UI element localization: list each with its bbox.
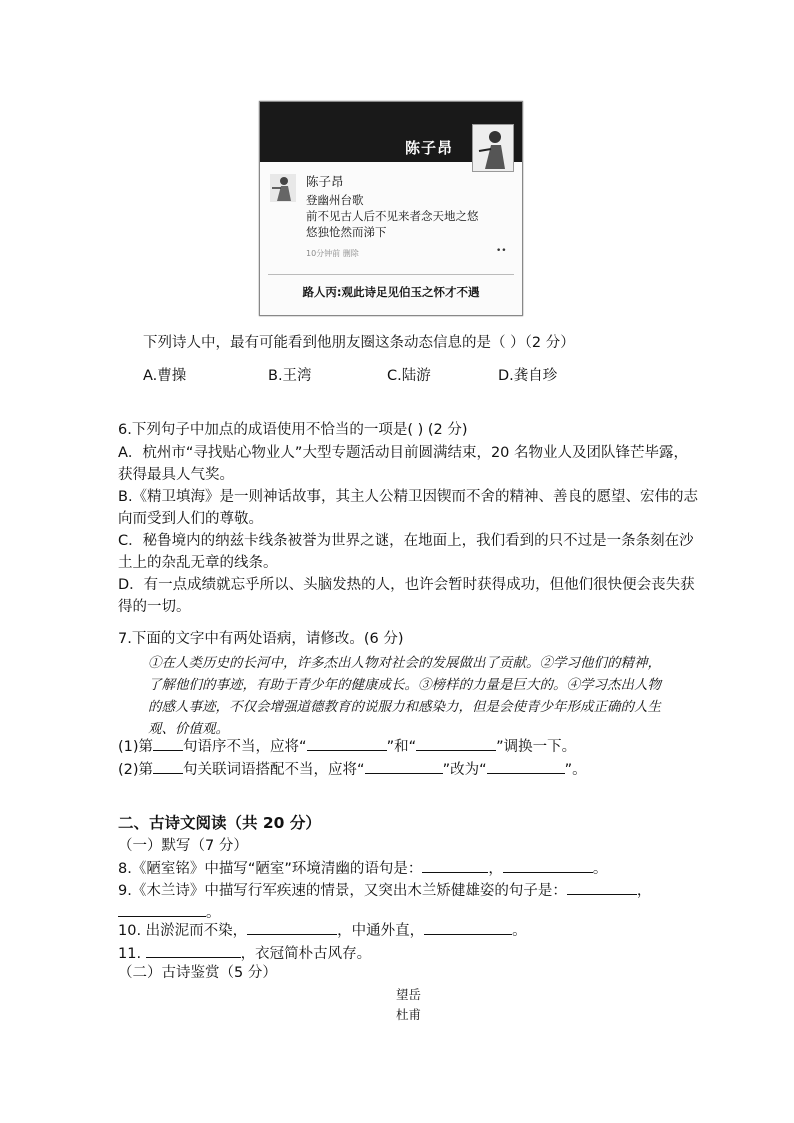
q11-stem: 11. [118,946,146,962]
q7-sub2 [118,759,587,780]
poem-title: 望岳 [396,987,422,1002]
part2-title: 二、古诗文阅读（共 20 分） [118,814,321,832]
q7-sub2-text: ”改为“ [442,762,487,778]
q10-end: 。 [512,923,527,939]
q5-stem: 下列诗人中，最有可能看到他朋友圈这条动态信息的是（ ）（2 分） [143,335,575,351]
q8 [118,858,607,879]
answer-blank[interactable] [416,736,496,751]
answer-blank[interactable] [503,858,593,873]
poem-author: 杜甫 [396,1007,422,1022]
post-text-line: 前不见古人后不见来者念天地之悠 [306,209,479,223]
moments-header [260,102,522,162]
answer-blank[interactable] [424,920,512,935]
q5-option-b: B.王湾 [268,368,312,384]
q7-sub1-suffix: ”调换一下。 [496,739,577,755]
q6-line: A．杭州市“寻找贴心物业人”大型专题活动目前圆满结束，20 名物业人及团队锋芒毕露， [118,445,688,461]
q6-line: 得的一切。 [118,599,191,615]
q7-sub1 [118,736,576,757]
moments-screenshot-image [259,101,523,316]
q8-sep: ， [488,861,503,877]
q6-line: 土上的杂乱无章的线条。 [118,555,278,571]
q10-stem: 10. 出淤泥而不染， [118,923,248,939]
q10 [118,920,527,941]
header-avatar [472,124,514,172]
q11 [118,943,371,964]
answer-blank[interactable] [487,759,565,774]
answer-blank[interactable] [247,920,337,935]
comment-divider [268,274,514,275]
post-text-line: 悠独怆然而涕下 [306,225,387,239]
section-poem-appreciation: （二）古诗鉴赏（5 分） [118,965,277,981]
q7-sub2-text: 句关联词语搭配不当，应将“ [183,762,365,778]
post-timestamp: 10分钟前 删除 [306,249,359,258]
more-options-icon: •• [496,246,507,256]
section-dictation: （一）默写（7 分） [118,838,248,854]
q6-line: 向而受到人们的尊敬。 [118,511,263,527]
q7-sub1-text: ”和“ [386,739,417,755]
answer-blank[interactable] [153,759,183,774]
answer-blank[interactable] [146,943,241,958]
q9 [118,880,651,901]
answer-blank[interactable] [422,858,488,873]
q8-stem: 8.《陋室铭》中描写“陋室”环境清幽的语句是： [118,861,423,877]
poet-portrait-icon [473,125,513,171]
post-avatar [270,174,296,202]
post-text-line: 登幽州台歌 [306,193,364,207]
q7-sub1-prefix: (1)第 [118,739,154,755]
post-username: 陈子昂 [306,174,344,189]
q7-sub2-prefix: (2)第 [118,762,154,778]
q9-stem: 9.《木兰诗》中描写行军疾速的情景，又突出木兰矫健雄姿的句子是： [118,883,567,899]
header-name: 陈子昂 [405,139,454,157]
avatar-icon [270,174,296,202]
q5-option-a: A.曹操 [143,368,187,384]
q7-sub1-text: 句语序不当，应将“ [183,739,307,755]
q7-passage-line: ①在人类历史的长河中，许多杰出人物对社会的发展做出了贡献。②学习他们的精神， [148,655,661,671]
q6-line: C．秘鲁境内的纳兹卡线条被誉为世界之谜，在地面上，我们看到的只不过是一条条刻在沙 [118,533,694,549]
answer-blank[interactable] [365,759,443,774]
q7-passage-line: 的感人事迹，不仅会增强道德教育的说服力和感染力，但是会使青少年形成正确的人生 [148,699,661,715]
q7-sub2-suffix: ”。 [564,762,587,778]
q7-passage-line: 了解他们的事迹，有助于青少年的健康成长。③榜样的力量是巨大的。④学习杰出人物 [148,677,661,693]
answer-blank[interactable] [153,736,183,751]
answer-blank[interactable] [307,736,387,751]
q6-stem: 6.下列句子中加点的成语使用不恰当的一项是( ) (2 分) [118,422,468,438]
q6-line: D．有一点成绩就忘乎所以、头脑发热的人，也许会暂时获得成功，但他们很快便会丧失获 [118,577,695,593]
answer-blank[interactable] [118,902,206,917]
q7-stem: 7.下面的文字中有两处语病，请修改。(6 分) [118,631,404,647]
q5-option-c: C.陆游 [387,368,431,384]
q6-line: 获得最具人气奖。 [118,467,234,483]
q9-sep: ， [636,883,652,899]
q5-option-d: D.龚自珍 [498,368,558,384]
q9-end: 。 [206,905,221,921]
answer-blank[interactable] [567,880,637,895]
q7-passage-line: 观、价值观。 [148,721,229,737]
q8-end: 。 [592,861,608,877]
q10-text: ，中通外直， [337,923,425,939]
post-comment: 路人丙:观此诗足见伯玉之怀才不遇 [302,285,480,299]
q6-line: B.《精卫填海》是一则神话故事，其主人公精卫因锲而不舍的精神、善良的愿望、宏伟的志 [118,489,699,505]
q11-text: ，衣冠简朴古风存。 [240,946,372,962]
